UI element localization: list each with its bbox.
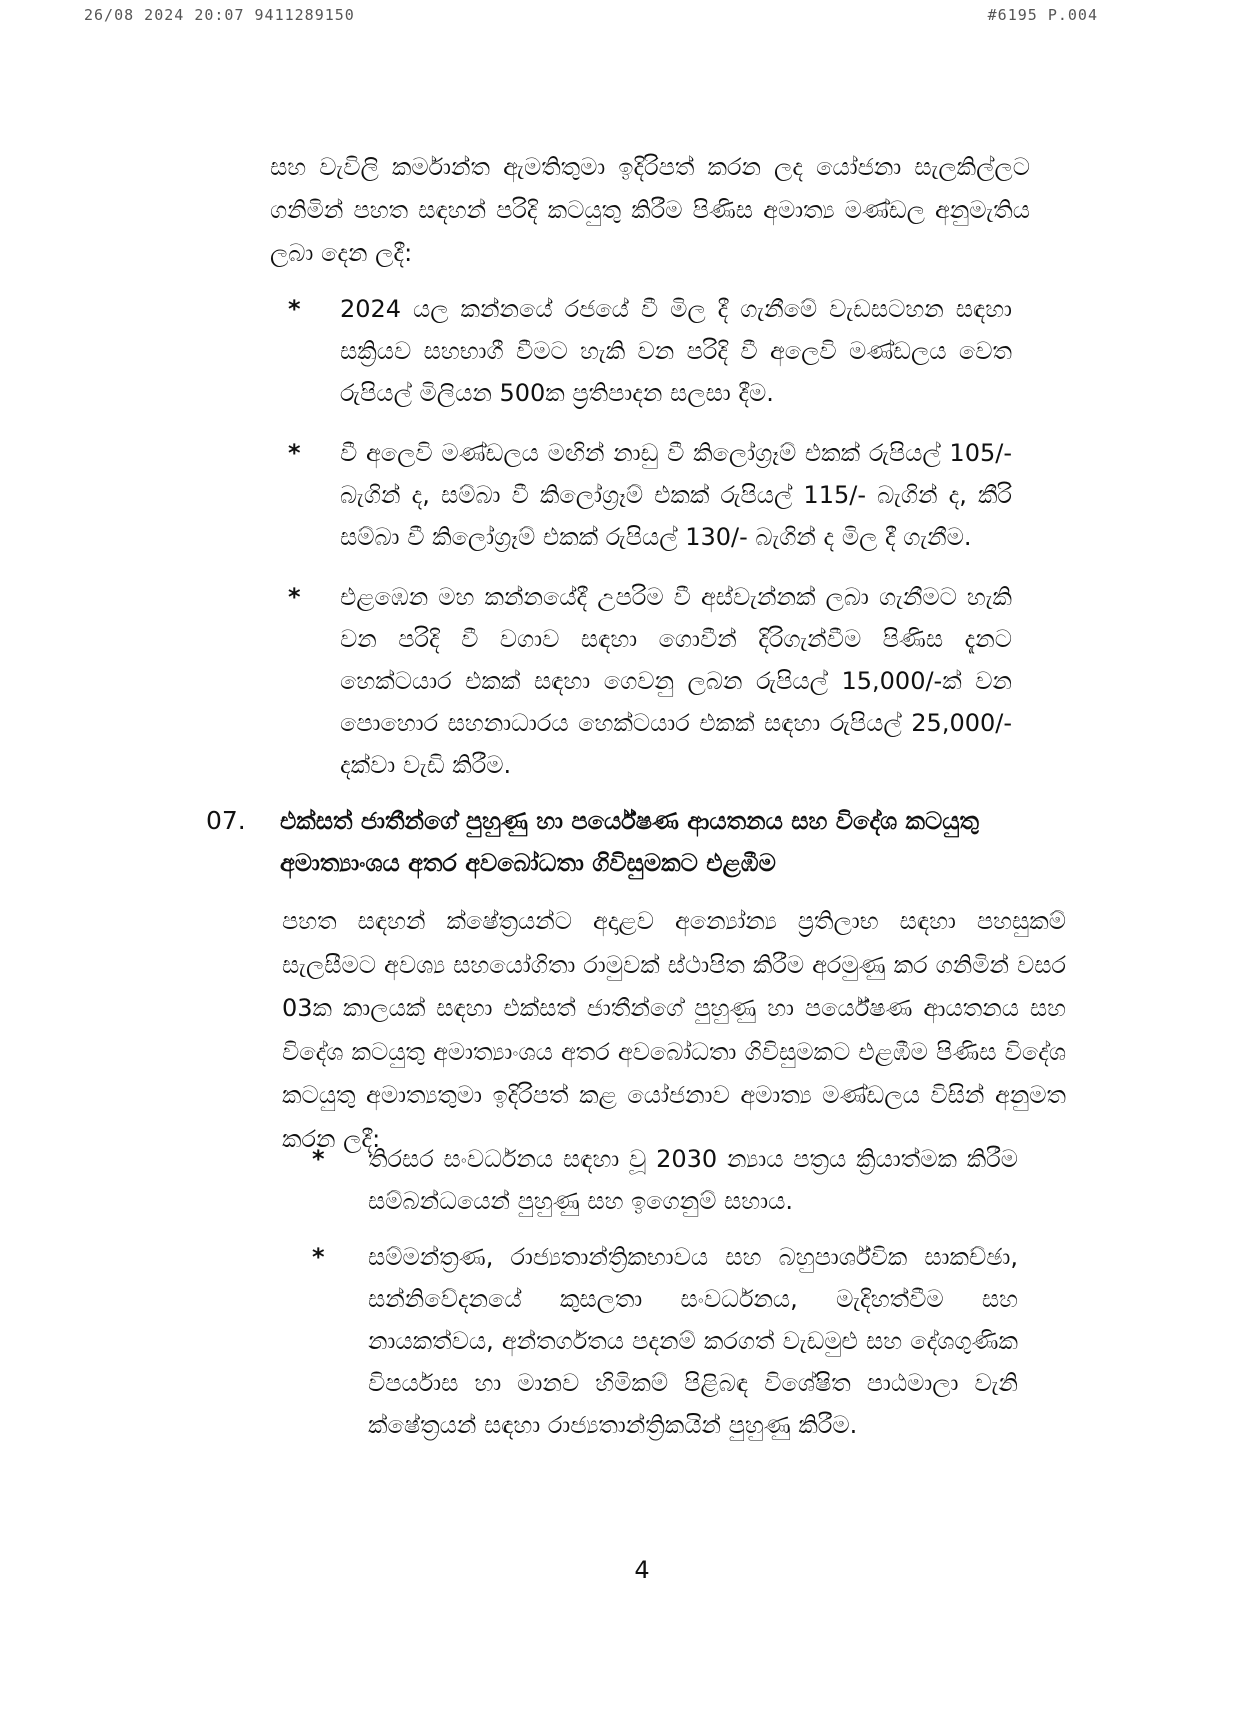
fax-page-reference: #6195 P.004	[987, 6, 1098, 24]
bullet-asterisk: *	[312, 1145, 325, 1173]
list-item-text: සම්මන්ත්‍රණ, රාජ්‍යතාන්ත්‍රිකභාවය සහ බහුපාර්ශ්වික සාකච්ඡා, සන්නිවේදනයේ කුසලතා සංවර්ධනය, මැදිහත්වීම සහ නායකත්වය, අන්තර්ගතය පදනම් කරගත් වැඩමුළු සහ දේශගුණික විපර්යාස හා මානව හිමිකම් පිළිබඳ විශේෂිත පාඨමාලා වැනි ක්ෂේත්‍රයන් සඳහා රාජ්‍යතාන්ත්‍රිකයින් පුහුණු කිරීම.	[368, 1243, 1018, 1439]
list-item-text: එළඹෙන මහ කන්නයේදී උපරිම වී අස්වැන්නක් ලබා ගැනීමට හැකි වන පරිදි වී වගාව සඳහා ගොවීන් දිරිගැන්වීම පිණිස දැනට හෙක්ටයාර එකක් සඳහා ගෙවනු ලබන රුපියල් 15,000/-ක් වන පොහොර සහනාධාරය හෙක්ටයාර එකක් සඳහා රුපියල් 25,000/- දක්වා වැඩි කිරීම.	[340, 583, 1012, 779]
page-number: 4	[634, 1556, 650, 1584]
list-item	[288, 432, 1012, 558]
section-body-paragraph: පහත සඳහන් ක්ෂේත්‍රයන්ට අදාළව අන්‍යෝන්‍ය ප්‍රතිලාභ සඳහා පහසුකම් සැලසීමට අවශ්‍ය සහයෝගිතා රාමුවක් ස්ථාපිත කිරීම අරමුණු කර ගනිමින් වසර 03ක කාලයක් සඳහා එක්සත් ජාතීන්ගේ පුහුණු හා පර්යේෂණ ආයතනය සහ විදේශ කටයුතු අමාත්‍යාංශය අතර අවබෝධතා ගිවිසුමකට එළඹීම පිණිස විදේශ කටයුතු අමාත්‍යතුමා ඉදිරිපත් කළ යෝජනාව අමාත්‍ය මණ්ඩලය විසින් අනුමත කරන ලදී:	[282, 907, 1066, 1153]
list-item-text: වී අලෙවි මණ්ඩලය මඟින් නාඩු වී කිලෝග්‍රෑම් එකක් රුපියල් 105/- බැගින් ද, සම්බා වී කිලෝග්‍රෑම් එකක් රුපියල් 115/- බැගින් ද, කීරි සම්බා වී කිලෝග්‍රෑම් එකක් රුපියල් 130/- බැගින් ද මිල දී ගැනීම.	[340, 439, 1012, 551]
decision-list-b	[312, 1138, 1018, 1460]
bullet-asterisk: *	[288, 583, 301, 611]
section-title: එක්සත් ජාතීන්ගේ පුහුණු හා පර්යේෂණ ආයතනය සහ විදේශ කටයුතු අමාත්‍යාංශය අතර අවබෝධතා ගිවිසුමකට එළඹීම	[280, 807, 980, 877]
list-item	[288, 576, 1012, 786]
bullet-asterisk: *	[288, 295, 301, 323]
list-item-text: තිරසර සංවර්ධනය සඳහා වූ 2030 න්‍යාය පත්‍රය ක්‍රියාත්මක කිරීම සම්බන්ධයෙන් පුහුණු සහ ඉගෙනුම් සහාය.	[368, 1145, 1018, 1215]
bullet-asterisk: *	[288, 439, 301, 467]
fax-date-time-number: 26/08 2024 20:07 9411289150	[84, 6, 355, 24]
list-item	[312, 1236, 1018, 1446]
fax-transmission-header	[0, 6, 1242, 30]
bullet-asterisk: *	[312, 1243, 325, 1271]
section-number: 07.	[206, 806, 246, 835]
intro-paragraph: සහ වැවිලි කර්මාන්ත ඇමතිතුමා ඉදිරිපත් කරන ලද යෝජනා සැලකිල්ලට ගනිමින් පහත සඳහන් පරිදි කටයුතු කිරීම පිණිස අමාත්‍ය මණ්ඩල අනුමැතිය ලබා දෙන ලදී:	[270, 153, 1030, 267]
list-item-text: 2024 යල කන්නයේ රජයේ වී මිල දී ගැනීමේ වැඩසටහන සඳහා සක්‍රියව සහභාගී වීමට හැකි වන පරිදි වී අලෙවි මණ්ඩලය වෙත රුපියල් මිලියන 500ක ප්‍රතිපාදන සලසා දීම.	[340, 295, 1012, 407]
list-item	[288, 288, 1012, 414]
list-item	[312, 1138, 1018, 1222]
decision-list-a	[288, 288, 1012, 804]
